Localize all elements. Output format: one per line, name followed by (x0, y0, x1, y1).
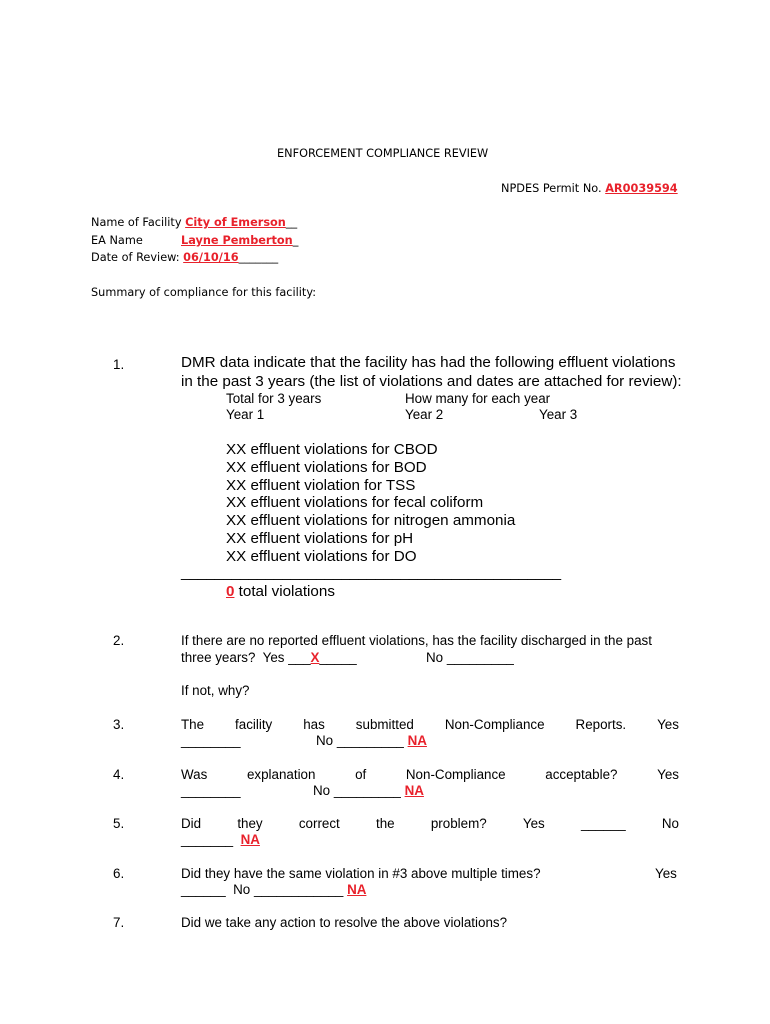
q3-word: Reports. (575, 717, 627, 732)
facility-name-trail: __ (285, 216, 298, 229)
q5-word: problem? (430, 816, 487, 831)
q5-word: ______ (580, 816, 626, 831)
q2-no: No _________ (426, 650, 514, 665)
ea-name-trail: _ (292, 234, 299, 247)
total-violations-label: total violations (234, 583, 335, 600)
q6-yes: Yes (655, 866, 677, 881)
summary-label: Summary of compliance for this facility: (91, 286, 317, 299)
q3-answer: NA (407, 733, 427, 748)
q6-number: 6. (113, 866, 125, 881)
q1-line2: in the past 3 years (the list of violations and dates are attached for review): (181, 373, 682, 390)
violation-item: XX effluent violations for fecal coliform (226, 494, 484, 511)
q5-word: No (661, 816, 679, 831)
ea-name-line (181, 234, 298, 247)
q1-year2: Year 2 (405, 407, 444, 422)
q2-yes-trail: _____ (319, 650, 357, 665)
review-date-label: Date of Review: (91, 251, 184, 264)
facility-name-line (91, 216, 297, 229)
violation-item: XX effluent violations for BOD (226, 459, 427, 476)
total-violations-line (226, 583, 335, 600)
violation-item: XX effluent violations for nitrogen ammonia (226, 512, 516, 529)
q2-line1: If there are no reported effluent violations, has the facility discharged in the past (181, 633, 652, 648)
q2-number: 2. (113, 633, 125, 648)
q3-word: The (181, 717, 205, 732)
total-rule: _____________________________________________ (181, 564, 562, 581)
facility-name-label: Name of Facility (91, 216, 186, 229)
q4-word: of (355, 767, 367, 782)
q2-if-not: If not, why? (181, 683, 250, 698)
q2-answer-line (181, 650, 357, 665)
q5-word: the (376, 816, 395, 831)
q3-line1 (181, 717, 679, 732)
ea-name-label: EA Name (91, 234, 143, 247)
q4-word: Yes (657, 767, 679, 782)
q3-yes-blank: ________ (181, 733, 241, 748)
q5-blank: _______ (181, 832, 241, 847)
q4-number: 4. (113, 767, 125, 782)
q2-yes-prefix: three years? Yes ___ (181, 650, 311, 665)
q4-line1 (181, 767, 679, 782)
q3-word: facility (235, 717, 273, 732)
violation-item: XX effluent violation for TSS (226, 477, 416, 494)
q5-answer-line (181, 832, 260, 847)
q3-word: submitted (355, 717, 414, 732)
review-date-trail: _______ (238, 251, 279, 264)
q5-word: Yes (522, 816, 545, 831)
permit-number: AR0039594 (605, 182, 678, 195)
q5-line1 (181, 816, 679, 831)
q1-year1: Year 1 (226, 407, 265, 422)
q4-no-line (313, 783, 424, 798)
q3-word: has (303, 717, 325, 732)
q6-line1: Did they have the same violation in #3 above multiple times? (181, 866, 541, 881)
q4-answer: NA (404, 783, 424, 798)
q4-word: Was (181, 767, 208, 782)
q3-word: Non-Compliance (444, 717, 545, 732)
total-violations-value: 0 (226, 583, 235, 600)
q4-word: acceptable? (545, 767, 618, 782)
q7-line1: Did we take any action to resolve the above violations? (181, 915, 508, 930)
review-date-value: 06/10/16 (183, 251, 239, 264)
permit-label: NPDES Permit No. (501, 182, 606, 195)
q7-number: 7. (113, 915, 125, 930)
q4-word: explanation (246, 767, 316, 782)
q1-line1: DMR data indicate that the facility has had the following effluent violations (181, 354, 676, 371)
facility-name-value: City of Emerson (185, 216, 286, 229)
permit-line (501, 182, 678, 195)
q4-no-label: No _________ (313, 783, 405, 798)
q3-no-label: No _________ (316, 733, 408, 748)
q3-no-line (316, 733, 427, 748)
q4-word: Non-Compliance (405, 767, 506, 782)
q1-year3: Year 3 (539, 407, 578, 422)
q6-answer-line (181, 882, 366, 897)
q2-answer: X (310, 650, 320, 665)
q1-col-total: Total for 3 years (226, 391, 322, 406)
q5-number: 5. (113, 816, 125, 831)
q5-word: they (237, 816, 263, 831)
q1-number: 1. (113, 357, 125, 372)
ea-name-value: Layne Pemberton (181, 234, 293, 247)
q1-col-how-many: How many for each year (405, 391, 551, 406)
q5-word: correct (298, 816, 340, 831)
q3-number: 3. (113, 717, 125, 732)
q5-word: Did (181, 816, 202, 831)
review-date-line (91, 251, 278, 264)
q3-word: Yes (657, 717, 679, 732)
violation-item: XX effluent violations for DO (226, 548, 417, 565)
q4-yes-blank: ________ (181, 783, 241, 798)
violation-item: XX effluent violations for CBOD (226, 441, 438, 458)
q5-answer: NA (240, 832, 260, 847)
violation-item: XX effluent violations for pH (226, 530, 414, 547)
q6-answer: NA (347, 882, 367, 897)
document-title: ENFORCEMENT COMPLIANCE REVIEW (277, 147, 489, 160)
q6-blanks: ______ No ____________ (181, 882, 348, 897)
